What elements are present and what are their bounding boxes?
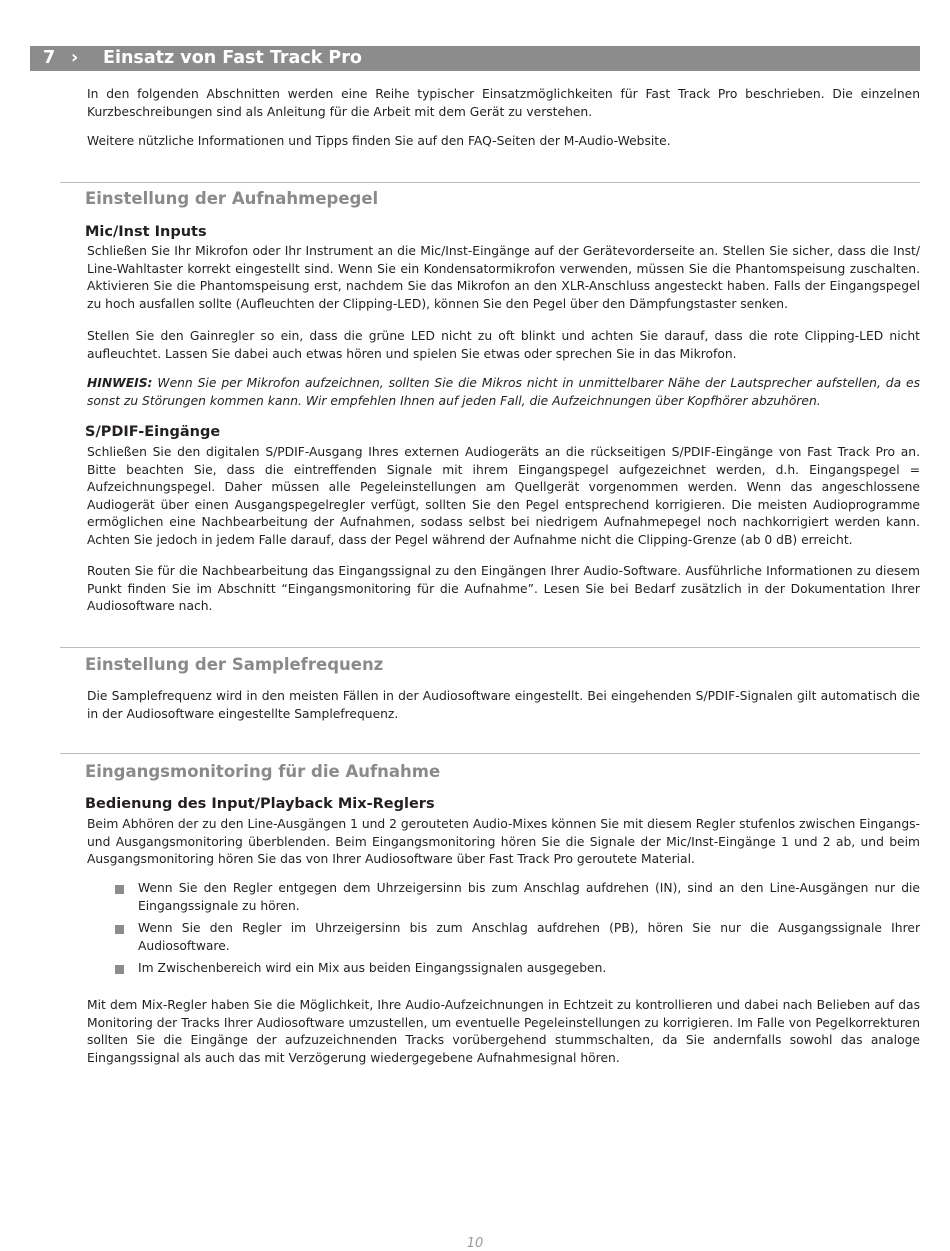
chapter-header-bar bbox=[30, 46, 920, 71]
square-bullet-icon bbox=[115, 965, 124, 974]
chapter-arrow-icon: › bbox=[71, 48, 79, 68]
chapter-title: Einsatz von Fast Track Pro bbox=[103, 48, 362, 68]
subheading-spdif-inputs: S/PDIF-Eingänge bbox=[85, 424, 221, 440]
section-heading-input-monitoring: Eingangsmonitoring für die Aufnahme bbox=[85, 762, 441, 781]
spdif-paragraph-1: Schließen Sie den digitalen S/PDIF-Ausgang Ihres externen Audiogeräts an die rückseitigen S/PDIF-Eingänge von Fast Track Pro an. Bitte beachten Sie, dass die eintreffenden Signale mit ihrem Eingangspegel aufgezeichnet werden, d.h. Eingangspegel = Aufzeichnungspegel. Daher müssen alle Pegeleinstellungen am Quellgerät vorgenommen werden. Wenn das angeschlossene Audiogerät über einen Ausgangspegelregler verfügt, sollten Sie den Pegel entsprechend korrigieren. Die meisten Audioprogramme ermöglichen eine Nachbearbeitung der Aufnahmen, sodass selbst bei niedrigem Aufnahmepegel noch nachkorrigiert werden kann. Achten Sie jedoch in jedem Falle darauf, dass der Pegel während der Aufnahme nicht die Clipping-Grenze (ab 0 dB) erreicht. bbox=[87, 445, 920, 547]
list-item: Wenn Sie den Regler entgegen dem Uhrzeigersinn bis zum Anschlag aufdrehen (IN), sind an den Line-Ausgängen nur die Eingangssignale zu hören. bbox=[115, 880, 920, 915]
page-number: 10 bbox=[466, 1236, 484, 1251]
section-heading-recording-levels: Einstellung der Aufnahmepegel bbox=[85, 189, 379, 208]
spdif-paragraph-2: Routen Sie für die Nachbearbeitung das Eingangssignal zu den Eingängen Ihrer Audio-Software. Ausführliche Informationen zu diesem Punkt finden Sie im Abschnitt “Eingangsmonitoring für die Aufnahme”. Lesen Sie bei Bedarf zusätzlich in der Dokumentation Ihrer Audiosoftware nach. bbox=[87, 564, 920, 614]
square-bullet-icon bbox=[115, 925, 124, 934]
mix-control-paragraph-2: Mit dem Mix-Regler haben Sie die Möglichkeit, Ihre Audio-Aufzeichnungen in Echtzeit zu kontrollieren und dabei nach Belieben auf das Monitoring der Tracks Ihrer Audiosoftware umzustellen, um eventuelle Pegeleinstellungen zu korrigieren. Im Falle von Pegelkorrekturen sollten Sie die Eingänge der aufzuzeichnenden Tracks vorübergehend stummschalten, da Sie andernfalls sowohl das analoge Eingangssignal als auch das mit Verzögerung wiedergegebene Aufnahmesignal hören. bbox=[87, 998, 920, 1065]
mic-inputs-paragraph-1: Schließen Sie Ihr Mikrofon oder Ihr Instrument an die Mic/Inst-Eingänge auf der Gerätevorderseite an. Stellen Sie sicher, dass die Inst/ Line-Wahltaster korrekt eingestellt sind. Wenn Sie ein Kondensatormikrofon verwenden, müssen Sie die Phantomspeisung zuschalten. Aktivieren Sie die Phantomspeisung erst, nachdem Sie das Mikrofon an den XLR-Anschluss angesteckt haben. Falls der Eingangspegel zu hoch ausfallen sollte (Aufleuchten der Clipping-LED), können Sie den Pegel über den Dämpfungstaster senken. bbox=[87, 244, 920, 311]
section-divider bbox=[60, 182, 920, 183]
section-divider bbox=[60, 647, 920, 648]
mic-inputs-paragraph-2: Stellen Sie den Gainregler so ein, dass die grüne LED nicht zu oft blinkt und achten Sie darauf, dass die rote Clipping-LED nicht aufleuchtet. Lassen Sie dabei auch etwas hören und spielen Sie etwas oder sprechen Sie in das Mikrofon. bbox=[87, 329, 920, 361]
list-item: Wenn Sie den Regler im Uhrzeigersinn bis zum Anschlag aufdrehen (PB), hören Sie nur die Ausgangssignale Ihrer Audiosoftware. bbox=[115, 920, 920, 955]
note-label: HINWEIS: bbox=[87, 376, 153, 390]
subheading-mic-inst-inputs: Mic/Inst Inputs bbox=[85, 224, 207, 240]
intro-paragraph-2: Weitere nützliche Informationen und Tipps finden Sie auf den FAQ-Seiten der M-Audio-Website. bbox=[87, 134, 671, 148]
note-text: Wenn Sie per Mikrofon aufzeichnen, sollten Sie die Mikros nicht in unmittelbarer Nähe der Lautsprecher aufstellen, da es sonst zu Störungen kommen kann. Wir empfehlen Ihnen auf jeden Fall, die Aufzeichnungen über Kopfhörer abzuhören. bbox=[87, 376, 920, 408]
intro-paragraph-1: In den folgenden Abschnitten werden eine Reihe typischer Einsatzmöglichkeiten für Fast Track Pro beschrieben. Die einzelnen Kurzbeschreibungen sind als Anleitung für die Arbeit mit dem Gerät zu verstehen. bbox=[87, 87, 920, 119]
section-divider bbox=[60, 753, 920, 754]
mix-control-paragraph-1: Beim Abhören der zu den Line-Ausgängen 1 und 2 gerouteten Audio-Mixes können Sie mit diesem Regler stufenlos zwischen Eingangs- und Ausgangsmonitoring überblenden. Beim Eingangsmonitoring hören Sie die Signale der Mic/Inst-Eingänge 1 und 2 ab, und beim Ausgangsmonitoring hören Sie das von Ihrer Audiosoftware über Fast Track Pro geroutete Material. bbox=[87, 817, 920, 867]
mix-control-bullet-list bbox=[115, 880, 920, 983]
square-bullet-icon bbox=[115, 885, 124, 894]
section-heading-sample-rate: Einstellung der Samplefrequenz bbox=[85, 655, 384, 674]
sample-rate-paragraph: Die Samplefrequenz wird in den meisten Fällen in der Audiosoftware eingestellt. Bei eingehenden S/PDIF-Signalen gilt automatisch die in der Audiosoftware eingestellte Samplefrequenz. bbox=[87, 689, 920, 721]
list-item: Im Zwischenbereich wird ein Mix aus beiden Eingangssignalen ausgegeben. bbox=[115, 960, 920, 978]
note-paragraph bbox=[87, 375, 920, 410]
chapter-number: 7 bbox=[43, 48, 56, 68]
subheading-mix-control: Bedienung des Input/Playback Mix-Reglers bbox=[85, 796, 435, 812]
